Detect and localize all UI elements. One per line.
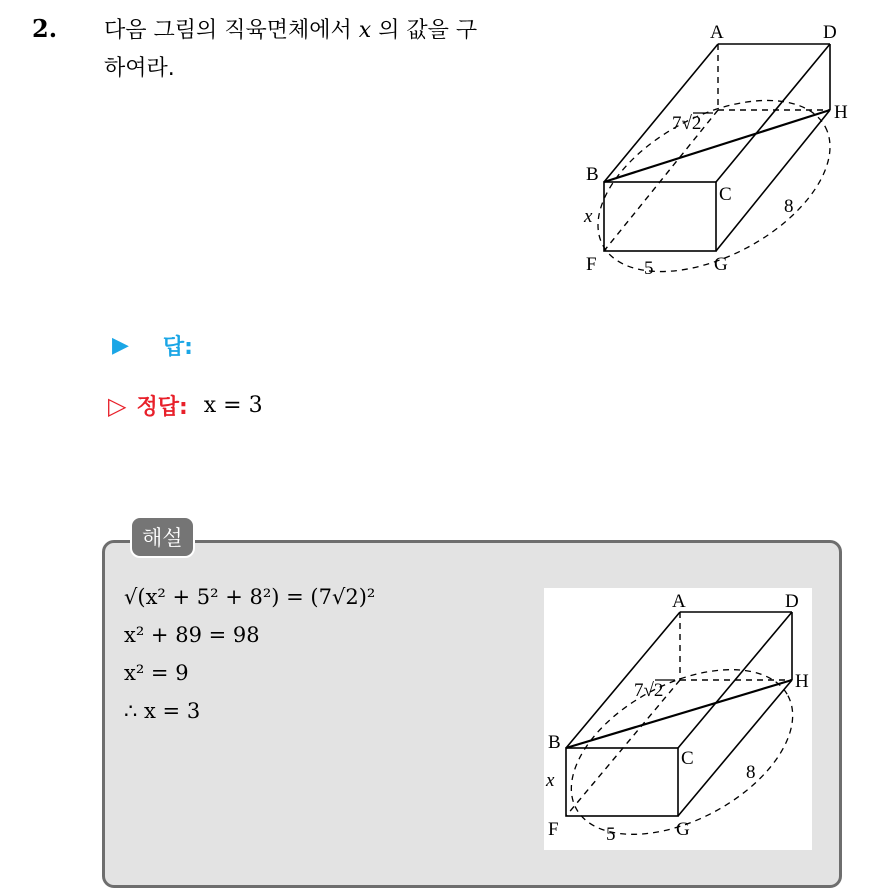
label-diag: 7√2	[672, 113, 702, 134]
diagonal-BH	[604, 110, 830, 182]
vertex-B: B	[548, 732, 561, 753]
vertex-D: D	[785, 591, 799, 612]
label-width: 5	[606, 824, 616, 845]
vertex-H: H	[795, 671, 809, 692]
correct-value: x = 3	[203, 393, 263, 418]
vertex-H: H	[834, 102, 848, 123]
label-depth: 8	[784, 196, 794, 217]
vertex-G: G	[676, 819, 690, 840]
vertex-D: D	[823, 22, 837, 43]
vertex-F: F	[548, 819, 559, 840]
play-triangle-icon: ▶	[112, 333, 129, 358]
label-depth: 8	[746, 762, 756, 783]
front-face	[604, 182, 716, 251]
solution-lines	[124, 578, 375, 730]
vertex-G: G	[714, 254, 728, 275]
question-text-line2: 하여라.	[104, 56, 175, 81]
label-width: 5	[644, 258, 654, 279]
correct-label: 정답:	[136, 395, 188, 420]
label-diag: 7√2	[634, 680, 664, 701]
vertex-C: C	[681, 748, 694, 769]
solution-cuboid-figure	[544, 588, 812, 850]
solution-line-2: x² + 89 = 98	[124, 623, 260, 647]
solution-line-4: ∴ x = 3	[124, 699, 201, 723]
label-height: x	[584, 206, 593, 227]
vertex-A: A	[672, 591, 686, 612]
vertex-C: C	[719, 184, 732, 205]
vertex-F: F	[586, 254, 597, 275]
edge-HG	[678, 680, 792, 816]
diagonal-BH	[566, 680, 792, 748]
answer-label: 답:	[162, 335, 193, 360]
question-text-part2: 의 값을 구	[378, 18, 478, 43]
question-number: 2.	[32, 14, 58, 43]
solution-line-1: √(x² + 5² + 8²) = (7√2)²	[124, 585, 376, 609]
solution-tag: 해설	[130, 516, 195, 558]
question-text	[104, 12, 554, 88]
solution-line-3: x² = 9	[124, 661, 189, 685]
question-variable: x	[358, 18, 372, 43]
front-face	[566, 748, 678, 816]
vertex-A: A	[710, 22, 724, 43]
question-text-part1: 다음 그림의 직육면체에서	[104, 18, 352, 43]
outline-triangle-icon: ▷	[108, 391, 127, 420]
correct-answer-row	[108, 390, 263, 421]
answer-row	[112, 330, 193, 361]
cuboid-figure	[568, 14, 858, 284]
solution-figure-panel	[544, 588, 812, 850]
edge-HG	[716, 110, 830, 251]
vertex-B: B	[586, 164, 599, 185]
label-height: x	[546, 770, 555, 791]
